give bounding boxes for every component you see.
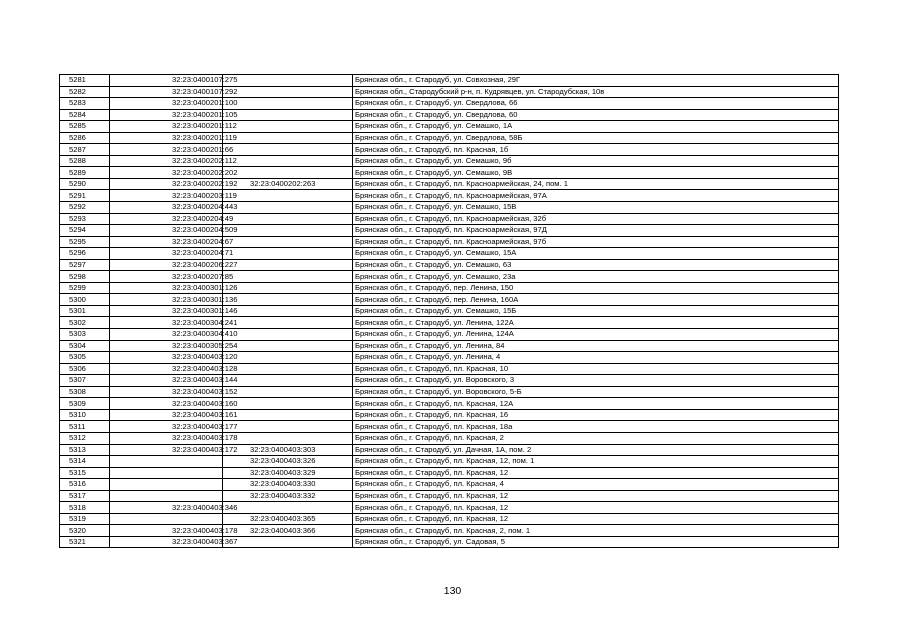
cadastral-number-cell: 32:23:0400107:275 <box>110 75 223 87</box>
premises-cadastral-number-cell <box>223 432 353 444</box>
page-number: 130 <box>443 585 462 597</box>
address-cell: Брянская обл., г. Стародуб, ул. Свердлова, 60 <box>353 109 839 121</box>
row-number-cell: 5305 <box>60 352 110 364</box>
row-number-cell: 5314 <box>60 456 110 468</box>
premises-cadastral-number-cell <box>223 121 353 133</box>
premises-cadastral-number-cell <box>223 259 353 271</box>
cadastral-number-cell: 32:23:0400204:71 <box>110 248 223 260</box>
premises-cadastral-number-cell <box>223 75 353 87</box>
row-number-cell: 5287 <box>60 144 110 156</box>
table-row <box>60 75 839 87</box>
address-cell: Брянская обл., г. Стародуб, ул. Семашко, 9б <box>353 155 839 167</box>
row-number-cell: 5307 <box>60 375 110 387</box>
cadastral-number-cell: 32:23:0400201:112 <box>110 121 223 133</box>
row-number-cell: 5289 <box>60 167 110 179</box>
cadastral-number-cell: 32:23:0400204:443 <box>110 202 223 214</box>
address-cell: Брянская обл., г. Стародуб, ул. Семашко, 15А <box>353 248 839 260</box>
address-cell: Брянская обл., г. Стародуб, пл. Красноармейская, 97А <box>353 190 839 202</box>
cadastral-number-cell: 32:23:0400305:254 <box>110 340 223 352</box>
table-row <box>60 340 839 352</box>
table-row <box>60 421 839 433</box>
cadastral-number-cell: 32:23:0400403:120 <box>110 352 223 364</box>
row-number-cell: 5295 <box>60 236 110 248</box>
table-row <box>60 386 839 398</box>
address-cell: Брянская обл., г. Стародуб, ул. Воровского, 3 <box>353 375 839 387</box>
row-number-cell: 5319 <box>60 513 110 525</box>
premises-cadastral-number-cell <box>223 317 353 329</box>
table-row <box>60 213 839 225</box>
table-row <box>60 363 839 375</box>
premises-cadastral-number-cell <box>223 536 353 548</box>
table-row <box>60 456 839 468</box>
row-number-cell: 5311 <box>60 421 110 433</box>
table-row <box>60 513 839 525</box>
row-number-cell: 5294 <box>60 225 110 237</box>
row-number-cell: 5313 <box>60 444 110 456</box>
cadastral-number-cell: 32:23:0400206:227 <box>110 259 223 271</box>
table-row <box>60 121 839 133</box>
cadastral-number-cell: 32:23:0400403:177 <box>110 421 223 433</box>
row-number-cell: 5292 <box>60 202 110 214</box>
cadastral-number-cell: 32:23:0400203:119 <box>110 190 223 202</box>
premises-cadastral-number-cell <box>223 213 353 225</box>
address-cell: Брянская обл., г. Стародуб, ул. Дачная, 1А, пом. 2 <box>353 444 839 456</box>
address-cell: Брянская обл., г. Стародуб, ул. Семашко, 23а <box>353 271 839 283</box>
row-number-cell: 5297 <box>60 259 110 271</box>
property-register-table <box>59 74 839 548</box>
address-cell: Брянская обл., г. Стародуб, ул. Свердлова, 58Б <box>353 132 839 144</box>
premises-cadastral-number-cell <box>223 190 353 202</box>
table-row <box>60 86 839 98</box>
premises-cadastral-number-cell <box>223 363 353 375</box>
row-number-cell: 5286 <box>60 132 110 144</box>
cadastral-number-cell: 32:23:0400202:202 <box>110 167 223 179</box>
premises-cadastral-number-cell: 32:23:0400403:330 <box>223 479 353 491</box>
table-row <box>60 282 839 294</box>
row-number-cell: 5296 <box>60 248 110 260</box>
address-cell: Брянская обл., г. Стародуб, пл. Красная, 12 <box>353 513 839 525</box>
cadastral-number-cell: 32:23:0400301:136 <box>110 294 223 306</box>
table-row <box>60 398 839 410</box>
row-number-cell: 5283 <box>60 98 110 110</box>
cadastral-number-cell: 32:23:0400207:85 <box>110 271 223 283</box>
cadastral-number-cell: 32:23:0400301:146 <box>110 305 223 317</box>
row-number-cell: 5318 <box>60 502 110 514</box>
premises-cadastral-number-cell: 32:23:0400403:326 <box>223 456 353 468</box>
address-cell: Брянская обл., г. Стародуб, пл. Красная, 1б <box>353 144 839 156</box>
address-cell: Брянская обл., г. Стародуб, пл. Красная, 12 <box>353 467 839 479</box>
row-number-cell: 5304 <box>60 340 110 352</box>
premises-cadastral-number-cell <box>223 225 353 237</box>
row-number-cell: 5317 <box>60 490 110 502</box>
table-row <box>60 236 839 248</box>
cadastral-number-cell: 32:23:0400202:192 <box>110 178 223 190</box>
cadastral-number-cell: 32:23:0400403:161 <box>110 409 223 421</box>
premises-cadastral-number-cell <box>223 329 353 341</box>
cadastral-number-cell: 32:23:0400201:105 <box>110 109 223 121</box>
cadastral-number-cell: 32:23:0400403:346 <box>110 502 223 514</box>
cadastral-number-cell: 32:23:0400204:67 <box>110 236 223 248</box>
cadastral-number-cell: 32:23:0400403:160 <box>110 398 223 410</box>
cadastral-number-cell: 32:23:0400301:126 <box>110 282 223 294</box>
register-table-body <box>60 75 839 548</box>
premises-cadastral-number-cell <box>223 421 353 433</box>
row-number-cell: 5310 <box>60 409 110 421</box>
premises-cadastral-number-cell: 32:23:0400403:366 <box>223 525 353 537</box>
row-number-cell: 5312 <box>60 432 110 444</box>
address-cell: Брянская обл., г. Стародуб, ул. Семашко, 15Б <box>353 305 839 317</box>
table-row <box>60 305 839 317</box>
table-row <box>60 294 839 306</box>
cadastral-number-cell: 32:23:0400403:367 <box>110 536 223 548</box>
premises-cadastral-number-cell <box>223 352 353 364</box>
cadastral-number-cell: 32:23:0400304:410 <box>110 329 223 341</box>
address-cell: Брянская обл., г. Стародуб, пл. Красная, 2, пом. 1 <box>353 525 839 537</box>
table-row <box>60 444 839 456</box>
address-cell: Брянская обл., г. Стародуб, ул. Семашко, 9В <box>353 167 839 179</box>
premises-cadastral-number-cell <box>223 167 353 179</box>
row-number-cell: 5299 <box>60 282 110 294</box>
table-row <box>60 259 839 271</box>
table-row <box>60 317 839 329</box>
cadastral-number-cell <box>110 490 223 502</box>
address-cell: Брянская обл., г. Стародуб, пл. Красная, 12 <box>353 502 839 514</box>
table-row <box>60 525 839 537</box>
address-cell: Брянская обл., г. Стародуб, ул. Семашко, 1А <box>353 121 839 133</box>
cadastral-number-cell: 32:23:0400403:128 <box>110 363 223 375</box>
row-number-cell: 5285 <box>60 121 110 133</box>
premises-cadastral-number-cell <box>223 109 353 121</box>
row-number-cell: 5288 <box>60 155 110 167</box>
premises-cadastral-number-cell <box>223 86 353 98</box>
premises-cadastral-number-cell <box>223 375 353 387</box>
cadastral-number-cell: 32:23:0400204:49 <box>110 213 223 225</box>
table-row <box>60 490 839 502</box>
address-cell: Брянская обл., г. Стародуб, пл. Красная, 12А <box>353 398 839 410</box>
cadastral-number-cell <box>110 467 223 479</box>
address-cell: Брянская обл., г. Стародуб, пл. Красная, 12 <box>353 490 839 502</box>
address-cell: Брянская обл., г. Стародуб, ул. Ленина, 122А <box>353 317 839 329</box>
table-row <box>60 167 839 179</box>
row-number-cell: 5316 <box>60 479 110 491</box>
premises-cadastral-number-cell <box>223 271 353 283</box>
cadastral-number-cell: 32:23:0400201:119 <box>110 132 223 144</box>
row-number-cell: 5298 <box>60 271 110 283</box>
address-cell: Брянская обл., г. Стародуб, ул. Ленина, 124А <box>353 329 839 341</box>
premises-cadastral-number-cell <box>223 248 353 260</box>
cadastral-number-cell: 32:23:0400201:66 <box>110 144 223 156</box>
address-cell: Брянская обл., г. Стародуб, пл. Красноармейская, 97Д <box>353 225 839 237</box>
row-number-cell: 5291 <box>60 190 110 202</box>
row-number-cell: 5315 <box>60 467 110 479</box>
row-number-cell: 5320 <box>60 525 110 537</box>
address-cell: Брянская обл., г. Стародуб, ул. Семашко, 15В <box>353 202 839 214</box>
address-cell: Брянская обл., г. Стародуб, пер. Ленина, 150 <box>353 282 839 294</box>
premises-cadastral-number-cell <box>223 155 353 167</box>
premises-cadastral-number-cell <box>223 502 353 514</box>
table-row <box>60 479 839 491</box>
premises-cadastral-number-cell <box>223 340 353 352</box>
table-row <box>60 178 839 190</box>
address-cell: Брянская обл., г. Стародуб, пл. Красная, 16 <box>353 409 839 421</box>
table-row <box>60 271 839 283</box>
table-row <box>60 98 839 110</box>
address-cell: Брянская обл., Стародубский р-н, п. Кудрявцев, ул. Стародубская, 10в <box>353 86 839 98</box>
address-cell: Брянская обл., г. Стародуб, ул. Воровского, 5-Б <box>353 386 839 398</box>
premises-cadastral-number-cell: 32:23:0400403:329 <box>223 467 353 479</box>
row-number-cell: 5321 <box>60 536 110 548</box>
table-row <box>60 467 839 479</box>
table-row <box>60 202 839 214</box>
table-row <box>60 109 839 121</box>
table-row <box>60 432 839 444</box>
table-row <box>60 132 839 144</box>
premises-cadastral-number-cell <box>223 144 353 156</box>
premises-cadastral-number-cell <box>223 305 353 317</box>
address-cell: Брянская обл., г. Стародуб, пл. Красная, 2 <box>353 432 839 444</box>
table-row <box>60 248 839 260</box>
address-cell: Брянская обл., г. Стародуб, пл. Красноармейская, 24, пом. 1 <box>353 178 839 190</box>
address-cell: Брянская обл., г. Стародуб, пл. Красная, 18а <box>353 421 839 433</box>
premises-cadastral-number-cell <box>223 202 353 214</box>
address-cell: Брянская обл., г. Стародуб, пл. Красная, 4 <box>353 479 839 491</box>
cadastral-number-cell: 32:23:0400201:100 <box>110 98 223 110</box>
address-cell: Брянская обл., г. Стародуб, ул. Совхозная, 29Г <box>353 75 839 87</box>
table-row <box>60 144 839 156</box>
row-number-cell: 5302 <box>60 317 110 329</box>
premises-cadastral-number-cell: 32:23:0400202:263 <box>223 178 353 190</box>
premises-cadastral-number-cell <box>223 282 353 294</box>
table-row <box>60 375 839 387</box>
address-cell: Брянская обл., г. Стародуб, пл. Красноармейская, 32б <box>353 213 839 225</box>
row-number-cell: 5301 <box>60 305 110 317</box>
cadastral-number-cell: 32:23:0400202:112 <box>110 155 223 167</box>
address-cell: Брянская обл., г. Стародуб, пл. Красноармейская, 97б <box>353 236 839 248</box>
cadastral-number-cell <box>110 513 223 525</box>
address-cell: Брянская обл., г. Стародуб, ул. Ленина, 84 <box>353 340 839 352</box>
cadastral-number-cell: 32:23:0400403:178 <box>110 432 223 444</box>
address-cell: Брянская обл., г. Стародуб, ул. Ленина, 4 <box>353 352 839 364</box>
premises-cadastral-number-cell <box>223 236 353 248</box>
address-cell: Брянская обл., г. Стародуб, ул. Свердлова, 66 <box>353 98 839 110</box>
table-row <box>60 536 839 548</box>
row-number-cell: 5282 <box>60 86 110 98</box>
address-cell: Брянская обл., г. Стародуб, пл. Красная, 10 <box>353 363 839 375</box>
premises-cadastral-number-cell: 32:23:0400403:332 <box>223 490 353 502</box>
table-row <box>60 155 839 167</box>
cadastral-number-cell: 32:23:0400204:509 <box>110 225 223 237</box>
row-number-cell: 5284 <box>60 109 110 121</box>
row-number-cell: 5281 <box>60 75 110 87</box>
premises-cadastral-number-cell: 32:23:0400403:303 <box>223 444 353 456</box>
table-row <box>60 352 839 364</box>
address-cell: Брянская обл., г. Стародуб, ул. Садовая, 5 <box>353 536 839 548</box>
premises-cadastral-number-cell <box>223 98 353 110</box>
address-cell: Брянская обл., г. Стародуб, пер. Ленина, 160А <box>353 294 839 306</box>
address-cell: Брянская обл., г. Стародуб, ул. Семашко, 63 <box>353 259 839 271</box>
table-row <box>60 225 839 237</box>
address-cell: Брянская обл., г. Стародуб, пл. Красная, 12, пом. 1 <box>353 456 839 468</box>
cadastral-number-cell: 32:23:0400403:152 <box>110 386 223 398</box>
cadastral-number-cell <box>110 479 223 491</box>
premises-cadastral-number-cell <box>223 409 353 421</box>
premises-cadastral-number-cell <box>223 386 353 398</box>
row-number-cell: 5300 <box>60 294 110 306</box>
row-number-cell: 5306 <box>60 363 110 375</box>
table-row <box>60 502 839 514</box>
cadastral-number-cell: 32:23:0400107:292 <box>110 86 223 98</box>
premises-cadastral-number-cell <box>223 132 353 144</box>
premises-cadastral-number-cell <box>223 398 353 410</box>
table-row <box>60 190 839 202</box>
cadastral-number-cell: 32:23:0400403:172 <box>110 444 223 456</box>
row-number-cell: 5308 <box>60 386 110 398</box>
row-number-cell: 5293 <box>60 213 110 225</box>
cadastral-number-cell <box>110 456 223 468</box>
cadastral-number-cell: 32:23:0400304:241 <box>110 317 223 329</box>
cadastral-number-cell: 32:23:0400403:178 <box>110 525 223 537</box>
premises-cadastral-number-cell: 32:23:0400403:365 <box>223 513 353 525</box>
row-number-cell: 5290 <box>60 178 110 190</box>
premises-cadastral-number-cell <box>223 294 353 306</box>
cadastral-number-cell: 32:23:0400403:144 <box>110 375 223 387</box>
table-row <box>60 409 839 421</box>
row-number-cell: 5303 <box>60 329 110 341</box>
table-row <box>60 329 839 341</box>
row-number-cell: 5309 <box>60 398 110 410</box>
